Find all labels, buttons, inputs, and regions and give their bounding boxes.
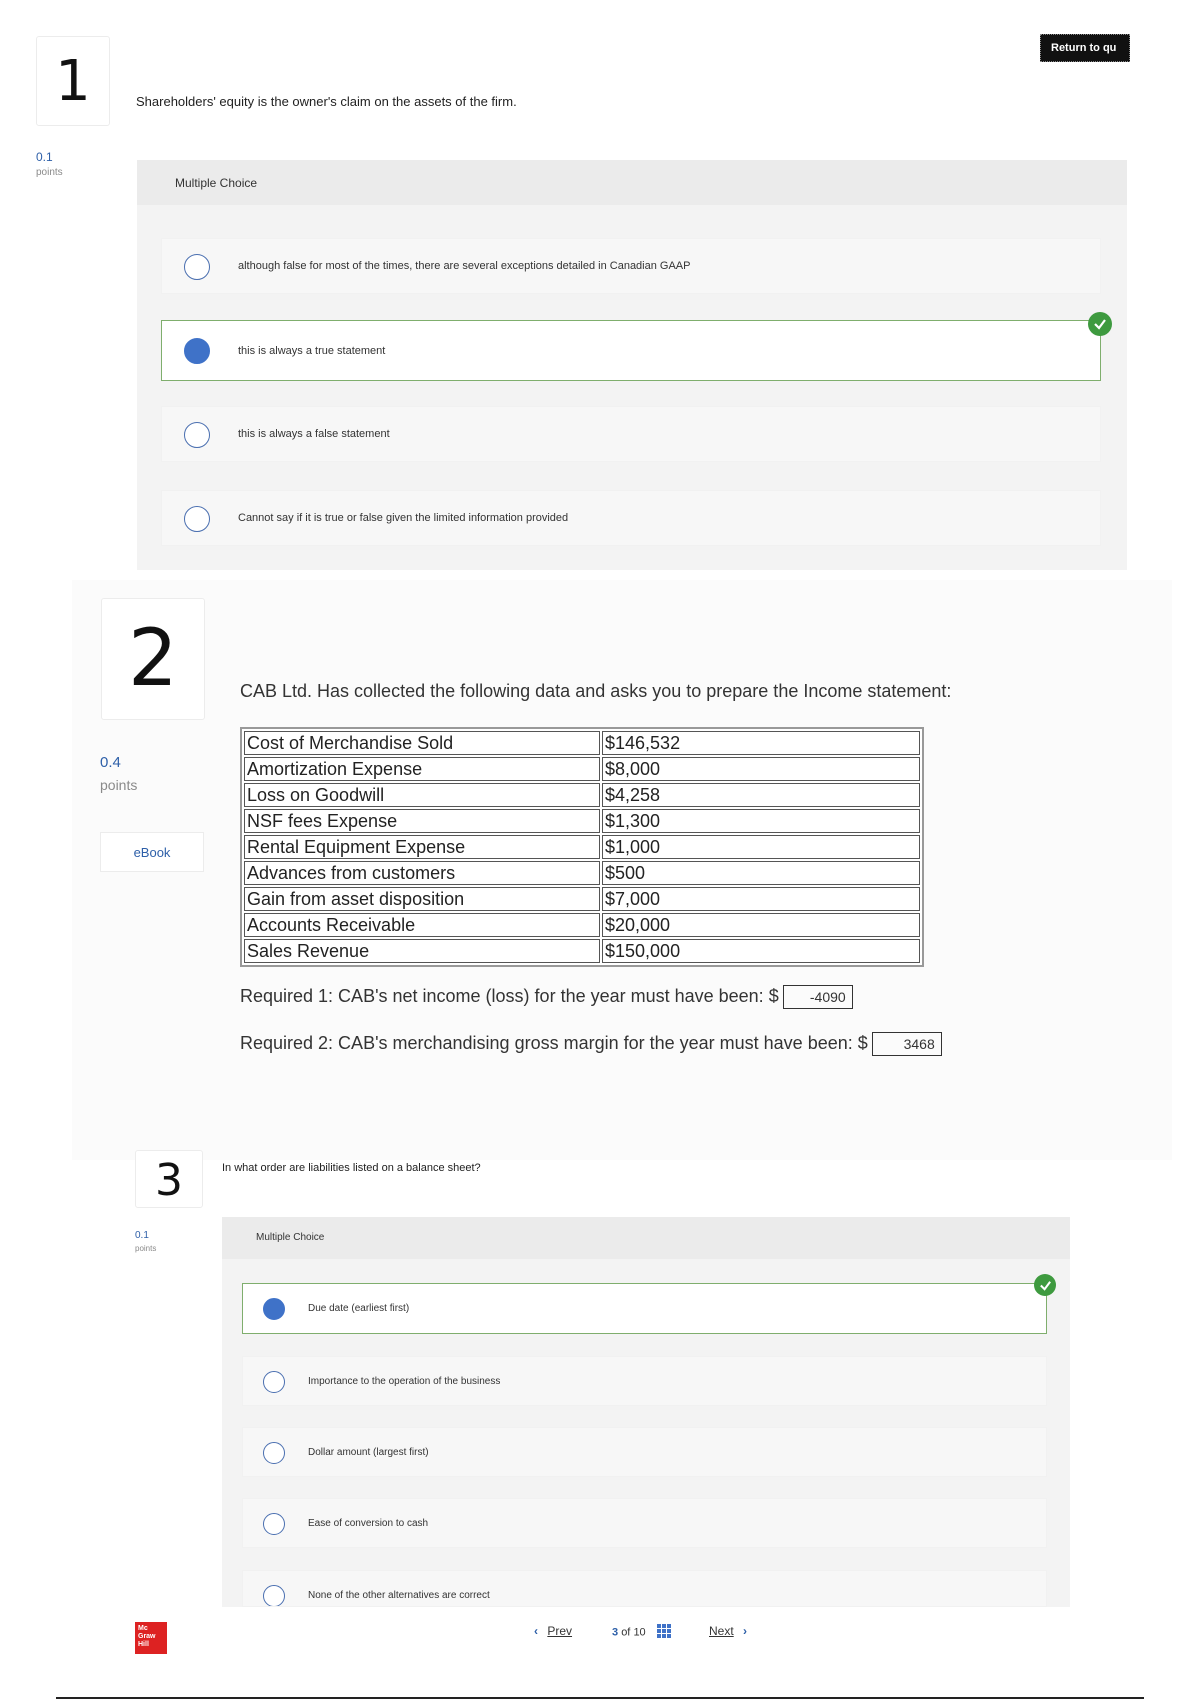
question-prompt: CAB Ltd. Has collected the following data and asks you to prepare the Income statement: bbox=[240, 681, 952, 701]
page-indicator[interactable] bbox=[612, 1624, 671, 1641]
prev-label: Prev bbox=[547, 1624, 573, 1638]
footer-divider bbox=[56, 1697, 1144, 1699]
points-value: 0.4 bbox=[100, 754, 121, 771]
multiple-choice-header bbox=[137, 160, 1127, 205]
question-prompt: In what order are liabilities listed on a balance sheet? bbox=[222, 1162, 481, 1174]
table-cell-amount: $1,000 bbox=[602, 835, 920, 859]
table-row bbox=[244, 913, 920, 937]
answer-option-label: Dollar amount (largest first) bbox=[308, 1447, 429, 1458]
question-number: 3 bbox=[155, 1155, 183, 1206]
points-label: points bbox=[135, 1244, 157, 1253]
table-cell-item: Advances from customers bbox=[244, 861, 600, 885]
table-cell-item: Loss on Goodwill bbox=[244, 783, 600, 807]
grid-icon bbox=[657, 1624, 671, 1641]
table-cell-item: Sales Revenue bbox=[244, 939, 600, 963]
question-prompt: Shareholders' equity is the owner's claim on the assets of the firm. bbox=[136, 94, 517, 109]
points-label: points bbox=[100, 777, 138, 793]
answer-option-label: although false for most of the times, there are several exceptions detailed in Canadian GAAP bbox=[238, 260, 691, 272]
chevron-right-icon: › bbox=[743, 1624, 748, 1638]
question-type-label: Multiple Choice bbox=[256, 1232, 325, 1243]
required-1-text: Required 1: CAB's net income (loss) for the year must have been: $ bbox=[240, 985, 779, 1006]
radio-button-selected[interactable] bbox=[184, 338, 210, 364]
answer-option-label: Importance to the operation of the business bbox=[308, 1376, 501, 1387]
table-cell-item: NSF fees Expense bbox=[244, 809, 600, 833]
table-row bbox=[244, 731, 920, 755]
multiple-choice-header bbox=[222, 1217, 1070, 1259]
answer-option[interactable] bbox=[161, 238, 1101, 294]
question-number-box bbox=[135, 1150, 203, 1208]
question-type-label: Multiple Choice bbox=[175, 176, 258, 190]
answer-option-label: None of the other alternatives are correct bbox=[308, 1590, 490, 1601]
table-cell-amount: $4,258 bbox=[602, 783, 920, 807]
question-number: 1 bbox=[55, 48, 91, 114]
points-label: points bbox=[36, 167, 63, 178]
table-cell-item: Accounts Receivable bbox=[244, 913, 600, 937]
data-table bbox=[240, 727, 924, 967]
question-number: 2 bbox=[128, 614, 178, 704]
answer-option[interactable] bbox=[242, 1356, 1047, 1406]
answer-option-label: Cannot say if it is true or false given the limited information provided bbox=[238, 512, 569, 524]
table-row bbox=[244, 757, 920, 781]
required-2-answer-field[interactable]: 3468 bbox=[872, 1032, 942, 1056]
ebook-button[interactable]: eBook bbox=[100, 832, 204, 872]
prev-button[interactable] bbox=[534, 1624, 572, 1638]
table-cell-item: Amortization Expense bbox=[244, 757, 600, 781]
correct-check-icon bbox=[1034, 1274, 1056, 1296]
radio-button-selected[interactable] bbox=[263, 1298, 285, 1320]
return-to-questions-button[interactable]: Return to qu bbox=[1040, 34, 1130, 62]
answer-option[interactable] bbox=[242, 1570, 1047, 1607]
table-row bbox=[244, 809, 920, 833]
radio-button[interactable] bbox=[184, 506, 210, 532]
answer-option-selected[interactable] bbox=[242, 1283, 1047, 1334]
question-number-box bbox=[101, 598, 205, 720]
table-cell-amount: $150,000 bbox=[602, 939, 920, 963]
multiple-choice-panel bbox=[222, 1217, 1070, 1607]
radio-button[interactable] bbox=[263, 1371, 285, 1393]
radio-button[interactable] bbox=[263, 1513, 285, 1535]
mcgraw-hill-logo: Mc Graw Hill bbox=[135, 1622, 167, 1654]
page-current: 3 bbox=[612, 1626, 619, 1639]
required-1-row bbox=[240, 985, 853, 1009]
answer-option[interactable] bbox=[242, 1427, 1047, 1477]
chevron-left-icon: ‹ bbox=[534, 1624, 538, 1638]
points-value: 0.1 bbox=[135, 1230, 149, 1241]
required-1-answer-field[interactable]: -4090 bbox=[783, 985, 853, 1009]
table-cell-item: Gain from asset disposition bbox=[244, 887, 600, 911]
question-number-box bbox=[36, 36, 110, 126]
table-row bbox=[244, 939, 920, 963]
table-cell-amount: $1,300 bbox=[602, 809, 920, 833]
page-total: 10 bbox=[633, 1626, 646, 1639]
answer-option[interactable] bbox=[161, 490, 1101, 546]
answer-option[interactable] bbox=[161, 406, 1101, 462]
table-row bbox=[244, 783, 920, 807]
next-label: Next bbox=[709, 1624, 734, 1638]
table-row bbox=[244, 861, 920, 885]
answer-option-label: this is always a true statement bbox=[238, 345, 386, 357]
radio-button[interactable] bbox=[263, 1442, 285, 1464]
required-2-row bbox=[240, 1032, 942, 1056]
answer-option-label: Ease of conversion to cash bbox=[308, 1518, 429, 1529]
radio-button[interactable] bbox=[184, 254, 210, 280]
table-row bbox=[244, 835, 920, 859]
answer-option[interactable] bbox=[242, 1498, 1047, 1548]
table-cell-item: Cost of Merchandise Sold bbox=[244, 731, 600, 755]
table-cell-amount: $146,532 bbox=[602, 731, 920, 755]
page-of: of bbox=[621, 1626, 631, 1639]
next-button[interactable] bbox=[709, 1624, 747, 1638]
points-value: 0.1 bbox=[36, 150, 53, 164]
radio-button[interactable] bbox=[263, 1585, 285, 1607]
answer-option-label: this is always a false statement bbox=[238, 428, 390, 440]
table-row bbox=[244, 887, 920, 911]
answer-option-selected[interactable] bbox=[161, 320, 1101, 381]
answer-option-label: Due date (earliest first) bbox=[308, 1303, 410, 1314]
table-cell-item: Rental Equipment Expense bbox=[244, 835, 600, 859]
table-cell-amount: $500 bbox=[602, 861, 920, 885]
table-cell-amount: $7,000 bbox=[602, 887, 920, 911]
radio-button[interactable] bbox=[184, 422, 210, 448]
table-cell-amount: $20,000 bbox=[602, 913, 920, 937]
required-2-text: Required 2: CAB's merchandising gross margin for the year must have been: $ bbox=[240, 1032, 868, 1053]
table-cell-amount: $8,000 bbox=[602, 757, 920, 781]
correct-check-icon bbox=[1088, 312, 1112, 336]
